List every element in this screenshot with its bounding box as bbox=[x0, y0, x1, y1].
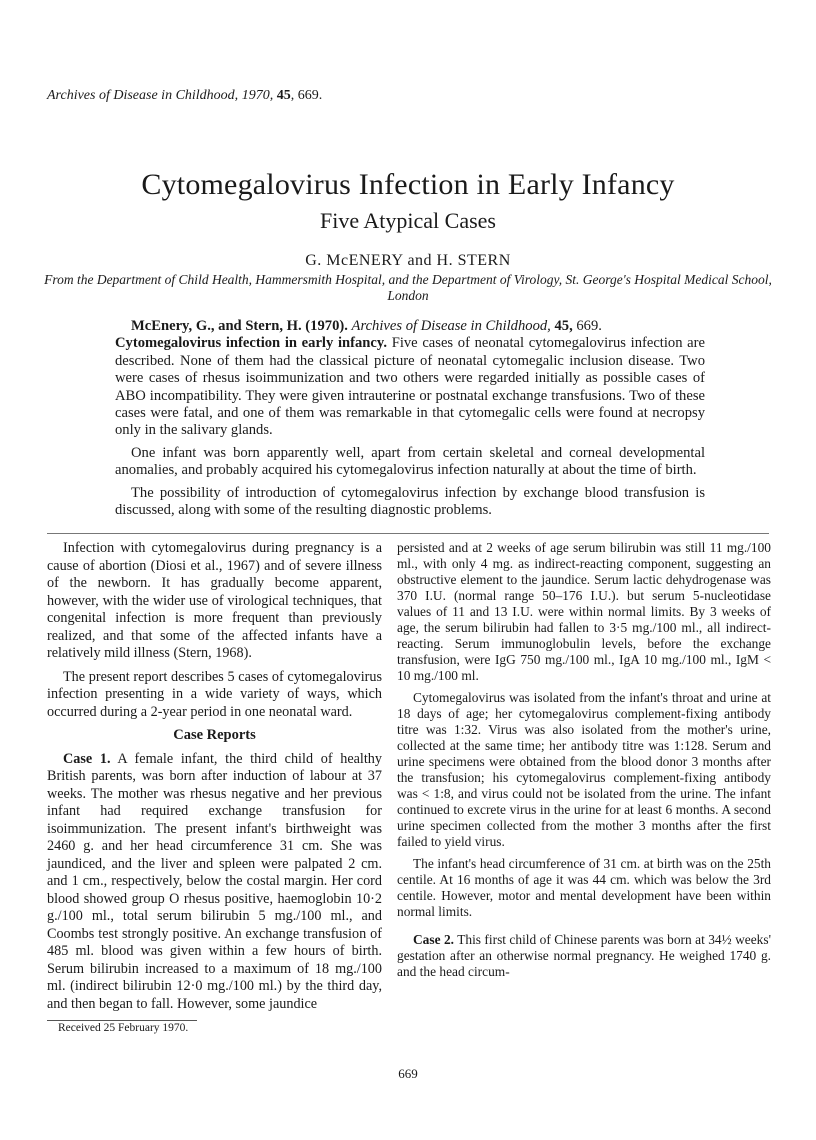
section-heading: Case Reports bbox=[173, 727, 256, 743]
case-2-text: This first child of Chinese parents was born at 34½ weeks' gestation after an otherwise normal pregnancy. He weighed 1740 g. and the head circum- bbox=[397, 932, 771, 979]
intro-paragraph-1: Infection with cytomegalovirus during pregnancy is a cause of abortion (Diosi et al., 1967) and of severe illness of the newborn. It has gradually become apparent, however, with the wider use of virological techniques, that congenital infection is more frequent than previously realized, and that some of the affected infants have a relatively mild illness (Stern, 1968). bbox=[47, 540, 382, 661]
abstract-bold-title: Cytomegalovirus infection in early infancy. bbox=[115, 335, 388, 352]
abstract bbox=[115, 318, 705, 524]
head-circumference-paragraph: The infant's head circumference of 31 cm. at birth was on the 25th centile. At 16 months of age it was 44 cm. which was below the 3rd centile. However, motor and mental development have been within normal limits. bbox=[397, 856, 771, 919]
left-column bbox=[47, 540, 382, 1019]
abstract-citation-authors: McEnery, G., and Stern, H. (1970). bbox=[131, 318, 348, 334]
journal-citation bbox=[47, 88, 322, 104]
abstract-citation-journal: Archives of Disease in Childhood, bbox=[351, 318, 551, 334]
abstract-paragraph-2: One infant was born apparently well, apart from certain skeletal and corneal developmental anomalies, and probably acquired his cytomegalovirus infection naturally at about the time of birth. bbox=[115, 444, 705, 479]
article-title: Cytomegalovirus Infection in Early Infancy bbox=[141, 168, 675, 201]
journal-volume: 45 bbox=[276, 88, 291, 103]
case-2-paragraph bbox=[397, 932, 771, 980]
journal-page: , 669. bbox=[290, 88, 323, 103]
case-1-label: Case 1. bbox=[63, 750, 111, 767]
affiliation: From the Department of Child Health, Hammersmith Hospital, and the Department of Virology, St. George's Hospital Medical School, London bbox=[44, 272, 772, 303]
journal-year: 1970, bbox=[238, 88, 277, 103]
abstract-citation-volume: 45, bbox=[554, 318, 573, 334]
section-divider bbox=[47, 533, 769, 534]
intro-paragraph-2: The present report describes 5 cases of cytomegalovirus infection presenting in a wide variety of ways, which occurred during a 2-year period in one neonatal ward. bbox=[47, 668, 382, 720]
journal-name: Archives of Disease in Childhood, bbox=[47, 88, 239, 103]
abstract-citation-page: 669. bbox=[572, 318, 602, 334]
right-column bbox=[397, 540, 771, 986]
page-number: 669 bbox=[398, 1066, 418, 1081]
footnote-divider bbox=[47, 1020, 197, 1021]
abstract-paragraph-3: The possibility of introduction of cytomegalovirus infection by exchange blood transfusion is discussed, along with some of the resulting diagnostic problems. bbox=[115, 484, 705, 519]
virology-paragraph: Cytomegalovirus was isolated from the infant's throat and urine at 18 days of age; her cytomegalovirus complement-fixing antibody titre was 1:32. Virus was also isolated from the mother's urine, collected at the same time; her antibody titre was 1:128. Serum and urine specimens were obtained from the blood donor 3 months after the transfusion; his cytomegalovirus complement-fixing antibody was < 1:8, and virus could not be isolated from the urine. The infant continued to excrete virus in the urine for at least 6 months. A second urine specimen collected from the mother 3 months after the first failed to yield virus. bbox=[397, 690, 771, 849]
case-2-label: Case 2. bbox=[413, 932, 454, 947]
case-1-text: A female infant, the third child of healthy British parents, was born after induction of labour at 37 weeks. The mother was rhesus negative and her previous infant had required exchange transfusion for isoimmunization. The present infant's birthweight was 2460 g. and her head circumference 31 cm. She was jaundiced, and the liver and spleen were palpated 2 cm. and 1 cm., respectively, below the costal margin. Her cord blood showed group O rhesus positive, haemoglobin 10·2 g./100 ml., total serum bilirubin 5 mg./100 ml., and Coombs test strongly positive. An exchange transfusion of 485 ml. blood was given within a few hours of birth. Serum bilirubin increased to a maximum of 18 mg./100 ml. (indirect bilirubin 12·0 mg./100 ml.) by the third day, and then began to fall. However, some jaundice bbox=[47, 750, 382, 1012]
abstract-text: Five cases of neonatal cytomegalovirus infection are described. None of them had the classical picture of neonatal cytomegalic inclusion disease. Two were cases of rhesus isoimmunization and two others were regarded initially as possible cases of ABO incompatibility. They were given intrauterine or postnatal exchange transfusions. Two of these cases were fatal, and one of them was remarkable in that cytomegalic cells were found at necropsy only in the salivary glands. bbox=[115, 335, 705, 439]
case-1-continued: persisted and at 2 weeks of age serum bilirubin was still 11 mg./100 ml., with only 4 mg. as indirect-reacting component, suggesting an obstructive element to the jaundice. Serum lactic dehydrogenase was 370 I.U. (normal range 50–176 I.U.). but serum 5-nucleotidase values of 11 and 13 I.U. were within normal limits. By 3 weeks of age, the serum bilirubin had fallen to 3·5 mg./100 ml., all indirect-reacting. Serum immunoglobulin levels, before the exchange transfusion, were IgG 750 mg./100 ml., IgA 10 mg./100 ml., IgM < 10 mg./100 ml. bbox=[397, 540, 771, 683]
case-1-paragraph bbox=[47, 751, 382, 1014]
article-subtitle: Five Atypical Cases bbox=[320, 208, 496, 233]
authors: G. McENERY and H. STERN bbox=[305, 252, 511, 269]
footnote-received: Received 25 February 1970. bbox=[58, 1022, 189, 1034]
abstract-paragraph bbox=[115, 318, 705, 440]
